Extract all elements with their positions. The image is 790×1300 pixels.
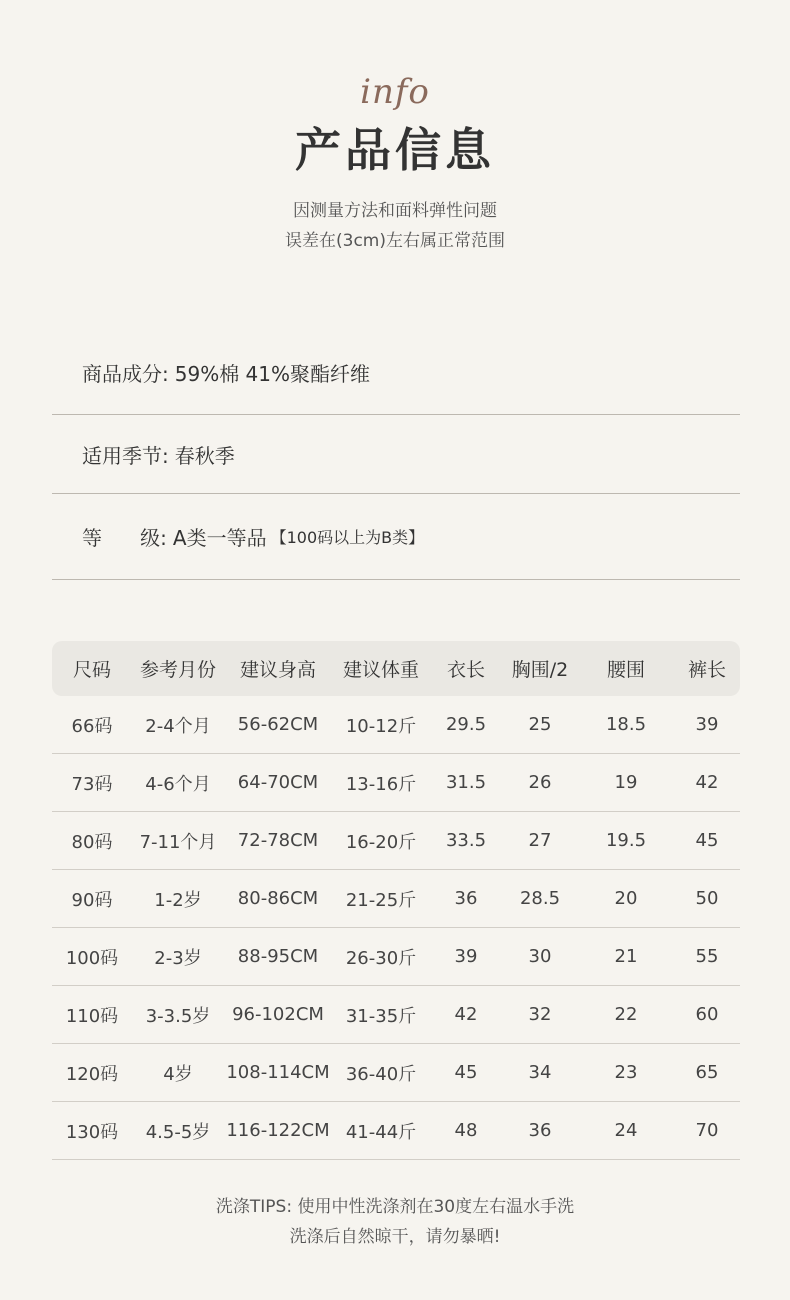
cell-age: 2-3岁 xyxy=(154,947,202,969)
cell-height: 108-114CM xyxy=(226,1062,330,1083)
header xyxy=(0,70,790,256)
cell-weight: 16-20斤 xyxy=(345,831,417,853)
composition-row xyxy=(52,330,740,415)
cell-length: 42 xyxy=(454,1004,478,1025)
cell-waist: 18.5 xyxy=(605,714,647,735)
cell-length: 33.5 xyxy=(445,830,487,851)
cell-waist: 21 xyxy=(614,946,638,967)
cell-weight: 31-35斤 xyxy=(345,1005,417,1027)
table-row xyxy=(52,812,740,870)
cell-size: 110码 xyxy=(65,1005,119,1027)
composition-label: 商品成分: xyxy=(82,361,169,386)
cell-age: 4岁 xyxy=(163,1063,193,1085)
cell-weight: 10-12斤 xyxy=(345,715,417,737)
grade-row xyxy=(52,494,740,580)
cell-size: 66码 xyxy=(71,715,113,737)
table-row xyxy=(52,986,740,1044)
cell-height: 80-86CM xyxy=(237,888,319,909)
table-row xyxy=(52,870,740,928)
cell-size: 80码 xyxy=(71,831,113,853)
table-row xyxy=(52,1044,740,1102)
cell-chest: 34 xyxy=(528,1062,552,1083)
header-length: 衣长 xyxy=(446,659,485,681)
subtitle xyxy=(0,196,790,256)
cell-chest: 32 xyxy=(528,1004,552,1025)
season-label: 适用季节: xyxy=(82,443,169,468)
cell-weight: 26-30斤 xyxy=(345,947,417,969)
cell-length: 36 xyxy=(454,888,478,909)
cell-height: 72-78CM xyxy=(237,830,319,851)
cell-size: 120码 xyxy=(65,1063,119,1085)
subtitle-line-1: 因测量方法和面料弹性问题 xyxy=(293,201,497,221)
cell-pants-length: 45 xyxy=(695,830,719,851)
header-pants-length: 裤长 xyxy=(687,659,726,681)
cell-waist: 19.5 xyxy=(605,830,647,851)
grade-label: 等 级: xyxy=(82,526,167,550)
size-table xyxy=(52,641,740,1160)
cell-waist: 23 xyxy=(614,1062,638,1083)
cell-age: 2-4个月 xyxy=(145,715,211,737)
cell-pants-length: 70 xyxy=(695,1120,719,1141)
page-title: 产品信息 xyxy=(295,123,495,177)
cell-pants-length: 60 xyxy=(695,1004,719,1025)
cell-weight: 21-25斤 xyxy=(345,889,417,911)
cell-height: 116-122CM xyxy=(226,1120,330,1141)
table-body xyxy=(52,696,740,1160)
cell-height: 88-95CM xyxy=(237,946,319,967)
cell-pants-length: 42 xyxy=(695,772,719,793)
cell-chest: 26 xyxy=(528,772,552,793)
cell-size: 130码 xyxy=(65,1121,119,1143)
cell-pants-length: 50 xyxy=(695,888,719,909)
cell-weight: 36-40斤 xyxy=(345,1063,417,1085)
cell-chest: 30 xyxy=(528,946,552,967)
table-header xyxy=(52,641,740,696)
header-chest: 胸围/2 xyxy=(511,659,569,681)
header-weight: 建议体重 xyxy=(342,659,419,681)
cell-chest: 28.5 xyxy=(519,888,561,909)
washing-tips-line-1: 洗涤TIPS: 使用中性洗涤剂在30度左右温水手洗 xyxy=(215,1197,575,1217)
season-value: 春秋季 xyxy=(174,443,235,468)
table-row xyxy=(52,1102,740,1160)
washing-tips-line-2: 洗涤后自然晾干，请勿暴晒! xyxy=(289,1227,501,1247)
subtitle-line-2: 误差在(3cm)左右属正常范围 xyxy=(285,231,505,251)
cell-pants-length: 55 xyxy=(695,946,719,967)
cell-height: 56-62CM xyxy=(237,714,319,735)
cell-chest: 27 xyxy=(528,830,552,851)
grade-value: A类一等品 xyxy=(172,526,267,550)
cell-weight: 41-44斤 xyxy=(345,1121,417,1143)
cell-age: 1-2岁 xyxy=(154,889,202,911)
header-height: 建议身高 xyxy=(239,659,316,681)
script-title: info xyxy=(360,72,430,112)
cell-age: 4.5-5岁 xyxy=(145,1121,211,1143)
cell-length: 31.5 xyxy=(445,772,487,793)
cell-height: 96-102CM xyxy=(232,1004,324,1025)
header-waist: 腰围 xyxy=(606,659,645,681)
composition-value: 59%棉 41%聚酯纤维 xyxy=(174,361,371,386)
cell-height: 64-70CM xyxy=(237,772,319,793)
product-info-list xyxy=(52,330,740,580)
cell-length: 45 xyxy=(454,1062,478,1083)
header-age: 参考月份 xyxy=(139,659,216,681)
table-row xyxy=(52,754,740,812)
cell-size: 90码 xyxy=(71,889,113,911)
cell-waist: 22 xyxy=(614,1004,638,1025)
cell-age: 7-11个月 xyxy=(139,831,217,853)
table-row xyxy=(52,928,740,986)
cell-waist: 19 xyxy=(614,772,638,793)
table-row xyxy=(52,696,740,754)
header-size: 尺码 xyxy=(72,659,111,681)
cell-weight: 13-16斤 xyxy=(345,773,417,795)
cell-age: 4-6个月 xyxy=(145,773,211,795)
cell-size: 100码 xyxy=(65,947,119,969)
cell-length: 39 xyxy=(454,946,478,967)
season-row xyxy=(52,415,740,494)
cell-waist: 20 xyxy=(614,888,638,909)
cell-length: 48 xyxy=(454,1120,478,1141)
cell-waist: 24 xyxy=(614,1120,638,1141)
cell-chest: 36 xyxy=(528,1120,552,1141)
cell-length: 29.5 xyxy=(445,714,487,735)
cell-size: 73码 xyxy=(71,773,113,795)
cell-age: 3-3.5岁 xyxy=(145,1005,211,1027)
cell-chest: 25 xyxy=(528,714,552,735)
cell-pants-length: 39 xyxy=(695,714,719,735)
washing-tips xyxy=(0,1192,790,1252)
cell-pants-length: 65 xyxy=(695,1062,719,1083)
grade-note: 【100码以上为B类】 xyxy=(270,528,425,547)
